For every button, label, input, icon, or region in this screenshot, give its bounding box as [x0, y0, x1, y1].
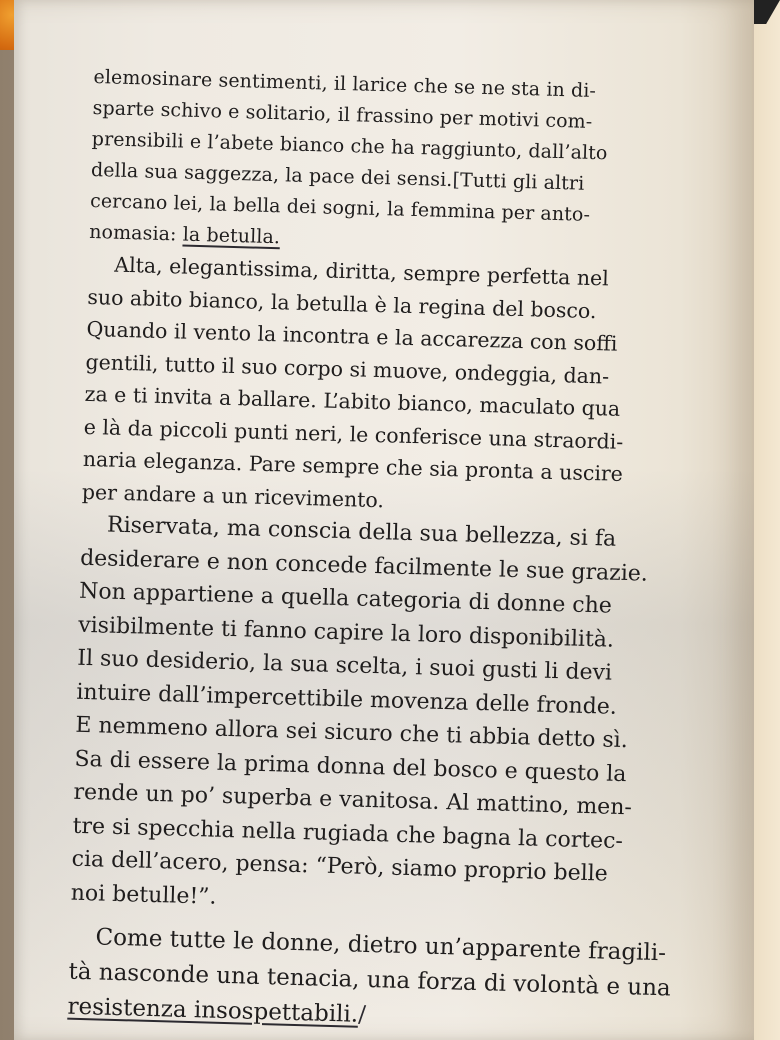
- text-line: e là da piccoli punti neri, le conferisce una straordi-: [83, 414, 624, 454]
- underlined-text: la betulla.: [182, 223, 281, 249]
- paragraph-3: [70, 508, 681, 927]
- text-line: Sa di essere la prima donna del bosco e questo la: [74, 746, 627, 787]
- text-line: Come tutte le donne, dietro un’apparente fragili-: [95, 924, 667, 967]
- page-text: [67, 62, 694, 1040]
- text-line: desiderare e non concede facilmente le sue grazie.: [79, 545, 649, 587]
- text-segment: nomasia:: [88, 220, 177, 246]
- text-line: gentili, tutto il suo corpo si muove, ondeggia, dan-: [85, 349, 610, 388]
- text-line: Alta, elegantissima, diritta, sempre perfetta nel: [114, 252, 610, 291]
- text-line: intuire dall’impercettibile movenza delle fronde.: [76, 679, 618, 720]
- text-line: sparte schivo e solitario, il frassino per motivi com-: [92, 96, 593, 133]
- text-segment: della sua saggezza, la pace dei sensi.: [90, 158, 453, 192]
- text-line: rende un po’ superba e vanitosa. Al mattino, men-: [73, 779, 633, 821]
- text-line: cia dell’acero, pensa: “Però, siamo proprio belle: [71, 846, 609, 887]
- text-line: tre si specchia nella rugiada che bagna la cortec-: [72, 813, 624, 854]
- pen-bracket-mark: [: [452, 169, 461, 192]
- text-line: za e ti invita a ballare. L’abito bianco, maculato qua: [84, 381, 621, 421]
- text-line: Non appartiene a quella categoria di donne che: [78, 578, 613, 619]
- paragraph-4: [67, 920, 670, 1040]
- pen-slash-mark: /: [357, 1001, 367, 1028]
- text-line: cercano lei, la bella dei sogni, la femmina per anto-: [89, 189, 591, 226]
- text-line: naria eleganza. Pare sempre che sia pronta a uscire: [82, 446, 624, 486]
- text-line: elemosinare sentimenti, il larice che se ne sta in di-: [93, 65, 597, 103]
- text-line: tà nasconde una tenacia, una forza di volontà e una: [68, 958, 672, 1002]
- text-line: suo abito bianco, la betulla è la regina del bosco.: [87, 284, 597, 323]
- text-line: noi betulle!”.: [70, 880, 217, 910]
- text-segment: Tutti gli altri: [459, 169, 585, 195]
- text-line: Riservata, ma conscia della sua bellezza, si fa: [106, 512, 617, 552]
- text-line: Quando il vento la incontra e la accarezza con soffi: [86, 316, 618, 356]
- underlined-text: resistenza insospettabili.: [67, 993, 359, 1028]
- text-line: E nemmeno allora sei sicuro che ti abbia detto sì.: [75, 712, 629, 754]
- paragraph-2: [82, 248, 689, 525]
- text-line: per andare a un ricevimento.: [81, 479, 385, 512]
- paragraph-1: [89, 62, 694, 265]
- text-line: Il suo desiderio, la sua scelta, i suoi gusti li devi: [76, 645, 613, 686]
- text-line: visibilmente ti fanno capire la loro disponibilità.: [77, 612, 615, 653]
- text-line: prensibili e l’abete bianco che ha raggiunto, dall’alto: [91, 127, 608, 165]
- book-page: [14, 0, 754, 1040]
